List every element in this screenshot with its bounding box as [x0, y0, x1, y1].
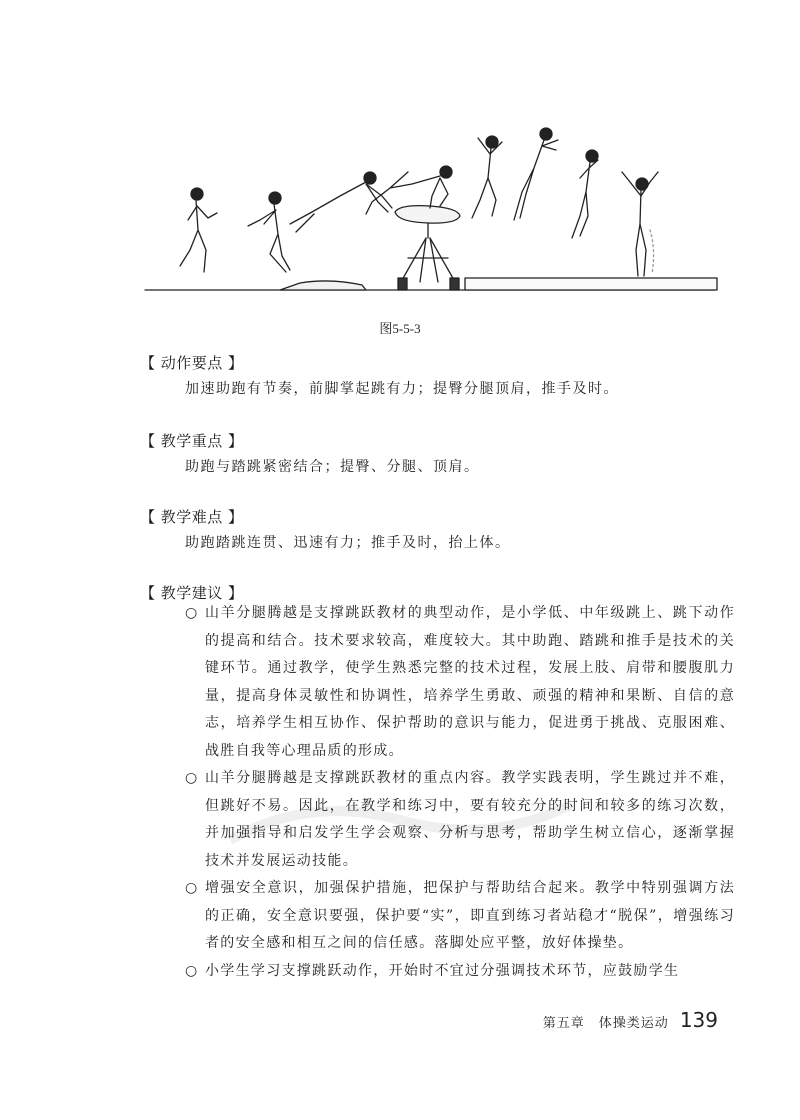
teaching-focus-text: 助跑与踏跳紧密结合；提臀、分腿、顶肩。 — [185, 459, 480, 475]
gymnast-run — [180, 188, 217, 272]
vault-sequence-illustration — [140, 120, 720, 300]
landing-mat — [465, 278, 717, 290]
section-heading-teaching-difficulty: 【 教学难点 】 — [140, 508, 244, 526]
key-points-text: 加速助跑有节奏，前脚掌起跳有力；提臀分腿顶肩，推手及时。 — [185, 381, 619, 397]
suggestion-text: 山羊分腿腾越是支撑跳跃教材的典型动作，是小学低、中年级跳上、跳下动作的提高和结合。技术要求较高，难度较大。其中助跑、踏跳和推手是技术的关键环节。通过教学，使学生熟悉完整的技术过程，发展上肢、肩带和腰腹肌力量，提高身体灵敏性和协调性，培养学生勇敢、顽强的精神和果断、自信的意志，培养学生相互协作、保护帮助的意识与能力，促进勇于挑战、克服困难、战胜自我等心理品质的形成。 — [205, 605, 735, 759]
gymnast-hurdle — [248, 192, 290, 272]
vaulting-buck — [395, 206, 460, 290]
gymnast-descend — [572, 150, 598, 238]
suggestion-item — [185, 600, 735, 765]
circle-bullet-icon: ○ — [185, 880, 199, 896]
section-heading-teaching-focus: 【 教学重点 】 — [140, 432, 244, 450]
page-number: 139 — [679, 1008, 718, 1032]
circle-bullet-icon: ○ — [185, 770, 199, 786]
gymnast-land — [622, 172, 658, 276]
circle-bullet-icon: ○ — [185, 605, 199, 621]
suggestion-text: 山羊分腿腾越是支撑跳跃教材的重点内容。教学实践表明，学生跳过并不难，但跳好不易。因此，在教学和练习中，要有较充分的时间和较多的练习次数，并加强指导和启发学生学会观察、分析与思考，帮助学生树立信心，逐渐掌握技术并发展运动技能。 — [205, 770, 735, 869]
gymnast-second-flight — [514, 128, 558, 220]
section-heading-key-points: 【 动作要点 】 — [140, 354, 244, 372]
suggestion-item — [185, 958, 735, 986]
suggestion-text: 小学生学习支撑跳跃动作，开始时不宜过分强调技术环节，应鼓励学生 — [205, 962, 680, 979]
teaching-difficulty-text: 助跑踏跳连贯、迅速有力；推手及时，抬上体。 — [185, 535, 511, 551]
section-heading-teaching-suggestions: 【 教学建议 】 — [140, 584, 244, 602]
suggestion-item — [185, 875, 735, 958]
gymnast-push-off — [472, 136, 502, 218]
gymnast-first-flight — [290, 172, 392, 232]
chapter-label: 第五章 体操类运动 — [542, 1016, 669, 1031]
suggestion-item — [185, 765, 735, 875]
circle-bullet-icon: ○ — [185, 962, 199, 979]
suggestion-text: 增强安全意识，加强保护措施，把保护与帮助结合起来。教学中特别强调方法的正确，安全意识要强，保护要“实”，即直到练习者站稳才“脱保”，增强练习者的安全感和相互之间的信任感。落脚处应平整，放好体操垫。 — [205, 880, 735, 951]
suggestions-list — [185, 600, 735, 985]
page-footer — [543, 1008, 718, 1032]
figure-caption: 图5-5-3 — [379, 321, 421, 336]
springboard — [280, 281, 366, 290]
